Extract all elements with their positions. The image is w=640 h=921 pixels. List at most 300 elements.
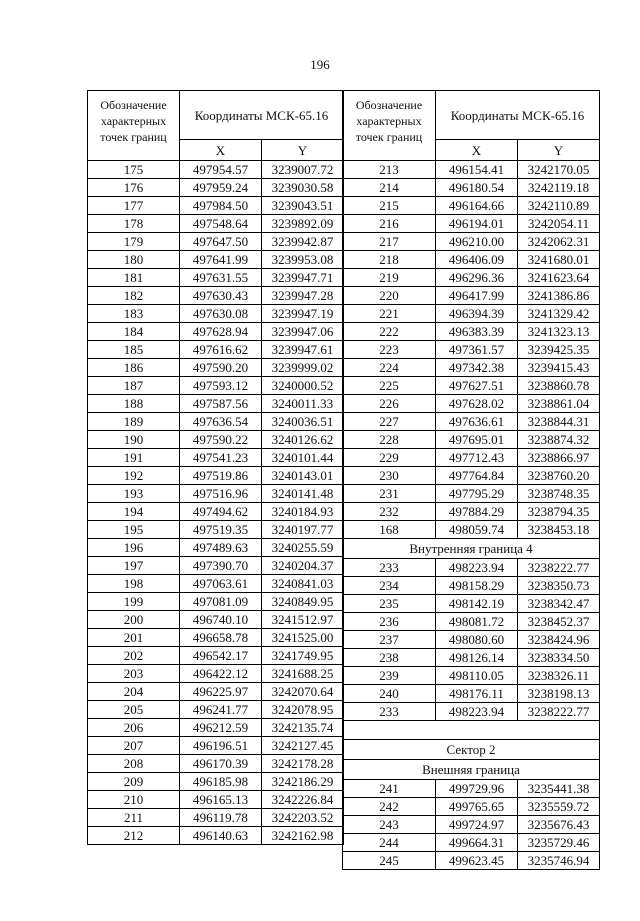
table-row <box>343 577 600 595</box>
table-row <box>343 179 600 197</box>
table-row <box>88 665 344 683</box>
table-row <box>343 613 600 631</box>
point-id-cell: 213 <box>343 161 436 179</box>
table-row <box>343 485 600 503</box>
point-id-cell: 244 <box>343 834 436 852</box>
point-id-cell: 241 <box>343 780 436 798</box>
point-id-cell: 236 <box>343 613 436 631</box>
table-row <box>343 431 600 449</box>
x-coordinate-cell: 498142.19 <box>436 595 518 613</box>
point-id-cell: 233 <box>343 703 436 721</box>
y-coordinate-cell: 3241688.25 <box>262 665 344 683</box>
x-coordinate-cell: 497764.84 <box>436 467 518 485</box>
y-coordinate-cell: 3240841.03 <box>262 575 344 593</box>
y-coordinate-cell: 3238760.20 <box>518 467 600 485</box>
x-coordinate-cell: 498059.74 <box>436 521 518 539</box>
table-row <box>88 773 344 791</box>
section-row <box>343 740 600 760</box>
y-coordinate-cell: 3235559.72 <box>518 798 600 816</box>
table-row <box>343 559 600 577</box>
y-coordinate-cell: 3239947.06 <box>262 323 344 341</box>
y-coordinate-cell: 3239892.09 <box>262 215 344 233</box>
table-row <box>88 539 344 557</box>
section-inner-boundary: Внутренняя граница 4 <box>343 539 600 559</box>
coordinates-header: Координаты МСК-65.16 <box>436 91 600 140</box>
x-coordinate-cell: 496225.97 <box>180 683 262 701</box>
point-id-cell: 175 <box>88 161 180 179</box>
x-coordinate-cell: 496394.39 <box>436 305 518 323</box>
section-row <box>343 760 600 780</box>
point-id-cell: 192 <box>88 467 180 485</box>
table-row <box>343 816 600 834</box>
table-row <box>343 449 600 467</box>
y-coordinate-cell: 3239947.28 <box>262 287 344 305</box>
y-coordinate-cell: 3242226.84 <box>262 791 344 809</box>
x-coordinate-cell: 496196.51 <box>180 737 262 755</box>
y-coordinate-cell: 3240255.59 <box>262 539 344 557</box>
y-coordinate-cell: 3241749.95 <box>262 647 344 665</box>
section-sector: Сектор 2 <box>343 740 600 760</box>
point-id-cell: 233 <box>343 559 436 577</box>
x-coordinate-cell: 497616.62 <box>180 341 262 359</box>
table-row <box>343 215 600 233</box>
point-id-cell: 200 <box>88 611 180 629</box>
x-coordinate-cell: 497984.50 <box>180 197 262 215</box>
table-row <box>343 703 600 721</box>
y-coordinate-cell: 3241323.13 <box>518 323 600 341</box>
x-coordinate-cell: 496140.63 <box>180 827 262 845</box>
point-id-cell: 210 <box>88 791 180 809</box>
point-id-cell: 223 <box>343 341 436 359</box>
y-coordinate-cell: 3239942.87 <box>262 233 344 251</box>
y-coordinate-cell: 3242135.74 <box>262 719 344 737</box>
point-id-cell: 197 <box>88 557 180 575</box>
y-coordinate-cell: 3242170.05 <box>518 161 600 179</box>
y-coordinate-cell: 3240204.37 <box>262 557 344 575</box>
x-coordinate-cell: 497548.64 <box>180 215 262 233</box>
x-coordinate-cell: 496241.77 <box>180 701 262 719</box>
table-row <box>88 359 344 377</box>
y-coordinate-cell: 3238866.97 <box>518 449 600 467</box>
y-coordinate-cell: 3242078.95 <box>262 701 344 719</box>
x-coordinate-cell: 496740.10 <box>180 611 262 629</box>
table-row <box>88 341 344 359</box>
y-coordinate-cell: 3242127.45 <box>262 737 344 755</box>
point-id-cell: 243 <box>343 816 436 834</box>
y-coordinate-cell: 3238860.78 <box>518 377 600 395</box>
y-coordinate-cell: 3238844.31 <box>518 413 600 431</box>
point-id-cell: 196 <box>88 539 180 557</box>
point-id-cell: 239 <box>343 667 436 685</box>
y-coordinate-cell: 3240101.44 <box>262 449 344 467</box>
x-coordinate-cell: 497361.57 <box>436 341 518 359</box>
y-coordinate-cell: 3238198.13 <box>518 685 600 703</box>
table-row <box>343 834 600 852</box>
y-coordinate-cell: 3241329.42 <box>518 305 600 323</box>
x-coordinate-cell: 499623.45 <box>436 852 518 870</box>
table-row <box>88 305 344 323</box>
table-row <box>88 791 344 809</box>
table-row <box>88 179 344 197</box>
x-coordinate-cell: 498126.14 <box>436 649 518 667</box>
section-row <box>343 721 600 740</box>
x-coordinate-cell: 497628.94 <box>180 323 262 341</box>
point-id-cell: 178 <box>88 215 180 233</box>
x-coordinate-cell: 499765.65 <box>436 798 518 816</box>
x-coordinate-cell: 496417.99 <box>436 287 518 305</box>
y-coordinate-cell: 3239425.35 <box>518 341 600 359</box>
x-coordinate-cell: 496422.12 <box>180 665 262 683</box>
y-coordinate-cell: 3239007.72 <box>262 161 344 179</box>
x-coordinate-cell: 496164.66 <box>436 197 518 215</box>
table-row <box>88 395 344 413</box>
y-coordinate-cell: 3239030.58 <box>262 179 344 197</box>
point-id-cell: 191 <box>88 449 180 467</box>
point-id-cell: 194 <box>88 503 180 521</box>
table-row <box>343 395 600 413</box>
table-row <box>88 197 344 215</box>
point-id-cell: 209 <box>88 773 180 791</box>
x-coordinate-cell: 498080.60 <box>436 631 518 649</box>
y-coordinate-cell: 3239953.08 <box>262 251 344 269</box>
table-row <box>343 595 600 613</box>
point-id-cell: 221 <box>343 305 436 323</box>
point-id-cell: 230 <box>343 467 436 485</box>
header-row <box>88 91 344 140</box>
x-coordinate-cell: 496210.00 <box>436 233 518 251</box>
point-id-cell: 232 <box>343 503 436 521</box>
point-id-cell: 190 <box>88 431 180 449</box>
point-id-cell: 199 <box>88 593 180 611</box>
point-id-cell: 212 <box>88 827 180 845</box>
x-coordinate-cell: 497516.96 <box>180 485 262 503</box>
y-coordinate-cell: 3239947.71 <box>262 269 344 287</box>
y-coordinate-cell: 3238794.35 <box>518 503 600 521</box>
table-row <box>343 780 600 798</box>
coordinates-header: Координаты МСК-65.16 <box>180 91 344 140</box>
point-id-cell: 180 <box>88 251 180 269</box>
y-coordinate-cell: 3242054.11 <box>518 215 600 233</box>
point-id-cell: 224 <box>343 359 436 377</box>
table-row <box>88 575 344 593</box>
table-row <box>88 719 344 737</box>
x-coordinate-cell: 497795.29 <box>436 485 518 503</box>
section-outer-boundary: Внешняя граница <box>343 760 600 780</box>
table-row <box>88 413 344 431</box>
point-id-cell: 203 <box>88 665 180 683</box>
x-coordinate-cell: 496658.78 <box>180 629 262 647</box>
table-row <box>88 827 344 845</box>
table-row <box>88 251 344 269</box>
y-coordinate-cell: 3238424.96 <box>518 631 600 649</box>
y-coordinate-cell: 3240197.77 <box>262 521 344 539</box>
table-row <box>88 467 344 485</box>
point-id-cell: 205 <box>88 701 180 719</box>
coordinates-table-left <box>87 90 344 845</box>
table-row <box>88 377 344 395</box>
point-id-cell: 176 <box>88 179 180 197</box>
point-id-cell: 231 <box>343 485 436 503</box>
table-row <box>88 287 344 305</box>
header-row <box>343 91 600 140</box>
y-coordinate-cell: 3241512.97 <box>262 611 344 629</box>
table-row <box>88 611 344 629</box>
point-id-cell: 182 <box>88 287 180 305</box>
table-row <box>88 755 344 773</box>
x-coordinate-cell: 497641.99 <box>180 251 262 269</box>
y-coordinate-cell: 3238748.35 <box>518 485 600 503</box>
x-coordinate-cell: 497628.02 <box>436 395 518 413</box>
y-header: Y <box>262 140 344 161</box>
point-id-cell: 183 <box>88 305 180 323</box>
point-id-cell: 242 <box>343 798 436 816</box>
y-coordinate-cell: 3241623.64 <box>518 269 600 287</box>
table-row <box>88 431 344 449</box>
table-row <box>88 683 344 701</box>
point-id-cell: 216 <box>343 215 436 233</box>
designation-header: Обозначение характерных точек границ <box>343 91 436 161</box>
x-coordinate-cell: 497063.61 <box>180 575 262 593</box>
y-coordinate-cell: 3238861.04 <box>518 395 600 413</box>
designation-header: Обозначение характерных точек границ <box>88 91 180 161</box>
point-id-cell: 222 <box>343 323 436 341</box>
x-coordinate-cell: 497631.55 <box>180 269 262 287</box>
point-id-cell: 245 <box>343 852 436 870</box>
x-coordinate-cell: 497636.54 <box>180 413 262 431</box>
x-coordinate-cell: 497712.43 <box>436 449 518 467</box>
x-coordinate-cell: 498158.29 <box>436 577 518 595</box>
point-id-cell: 195 <box>88 521 180 539</box>
x-coordinate-cell: 497494.62 <box>180 503 262 521</box>
x-coordinate-cell: 497593.12 <box>180 377 262 395</box>
table-row <box>88 701 344 719</box>
y-coordinate-cell: 3240141.48 <box>262 485 344 503</box>
table-row <box>343 161 600 179</box>
x-coordinate-cell: 496212.59 <box>180 719 262 737</box>
table-row <box>343 323 600 341</box>
table-row <box>343 341 600 359</box>
x-coordinate-cell: 496383.39 <box>436 323 518 341</box>
x-coordinate-cell: 499724.97 <box>436 816 518 834</box>
y-coordinate-cell: 3239043.51 <box>262 197 344 215</box>
point-id-cell: 211 <box>88 809 180 827</box>
page-number: 196 <box>310 57 330 72</box>
point-id-cell: 226 <box>343 395 436 413</box>
x-coordinate-cell: 497630.08 <box>180 305 262 323</box>
y-coordinate-cell: 3235676.43 <box>518 816 600 834</box>
x-coordinate-cell: 497954.57 <box>180 161 262 179</box>
point-id-cell: 204 <box>88 683 180 701</box>
x-coordinate-cell: 497884.29 <box>436 503 518 521</box>
point-id-cell: 235 <box>343 595 436 613</box>
point-id-cell: 189 <box>88 413 180 431</box>
table-row <box>343 467 600 485</box>
table-row <box>88 449 344 467</box>
table-row <box>88 485 344 503</box>
x-coordinate-cell: 496170.39 <box>180 755 262 773</box>
table-row <box>88 233 344 251</box>
x-coordinate-cell: 498081.72 <box>436 613 518 631</box>
y-coordinate-cell: 3242062.31 <box>518 233 600 251</box>
y-coordinate-cell: 3241525.00 <box>262 629 344 647</box>
table-row <box>343 798 600 816</box>
x-coordinate-cell: 497590.20 <box>180 359 262 377</box>
table-row <box>88 647 344 665</box>
y-coordinate-cell: 3242070.64 <box>262 683 344 701</box>
table-row <box>343 667 600 685</box>
x-coordinate-cell: 496185.98 <box>180 773 262 791</box>
y-coordinate-cell: 3235746.94 <box>518 852 600 870</box>
table-row <box>343 521 600 539</box>
x-coordinate-cell: 499729.96 <box>436 780 518 798</box>
point-id-cell: 234 <box>343 577 436 595</box>
table-row <box>88 503 344 521</box>
x-coordinate-cell: 497519.86 <box>180 467 262 485</box>
y-coordinate-cell: 3238342.47 <box>518 595 600 613</box>
table-row <box>343 413 600 431</box>
point-id-cell: 181 <box>88 269 180 287</box>
table-row <box>343 359 600 377</box>
x-coordinate-cell: 497489.63 <box>180 539 262 557</box>
x-coordinate-cell: 497627.51 <box>436 377 518 395</box>
table-row <box>343 197 600 215</box>
table-row <box>343 305 600 323</box>
point-id-cell: 208 <box>88 755 180 773</box>
x-coordinate-cell: 496194.01 <box>436 215 518 233</box>
table-row <box>88 521 344 539</box>
point-id-cell: 187 <box>88 377 180 395</box>
x-coordinate-cell: 499664.31 <box>436 834 518 852</box>
x-coordinate-cell: 497695.01 <box>436 431 518 449</box>
y-coordinate-cell: 3241386.86 <box>518 287 600 305</box>
x-coordinate-cell: 497959.24 <box>180 179 262 197</box>
table-row <box>343 233 600 251</box>
point-id-cell: 218 <box>343 251 436 269</box>
y-coordinate-cell: 3238334.50 <box>518 649 600 667</box>
x-coordinate-cell: 497081.09 <box>180 593 262 611</box>
y-coordinate-cell: 3240126.62 <box>262 431 344 449</box>
point-id-cell: 179 <box>88 233 180 251</box>
point-id-cell: 185 <box>88 341 180 359</box>
y-coordinate-cell: 3238326.11 <box>518 667 600 685</box>
y-coordinate-cell: 3238350.73 <box>518 577 600 595</box>
y-coordinate-cell: 3235441.38 <box>518 780 600 798</box>
y-coordinate-cell: 3239947.61 <box>262 341 344 359</box>
y-coordinate-cell: 3241680.01 <box>518 251 600 269</box>
y-coordinate-cell: 3242178.28 <box>262 755 344 773</box>
y-coordinate-cell: 3242119.18 <box>518 179 600 197</box>
x-coordinate-cell: 497390.70 <box>180 557 262 575</box>
y-coordinate-cell: 3238874.32 <box>518 431 600 449</box>
y-coordinate-cell: 3242186.29 <box>262 773 344 791</box>
x-coordinate-cell: 497590.22 <box>180 431 262 449</box>
point-id-cell: 184 <box>88 323 180 341</box>
point-id-cell: 237 <box>343 631 436 649</box>
point-id-cell: 206 <box>88 719 180 737</box>
y-coordinate-cell: 3239415.43 <box>518 359 600 377</box>
table-row <box>343 852 600 870</box>
point-id-cell: 177 <box>88 197 180 215</box>
table-row <box>88 323 344 341</box>
table-row <box>88 737 344 755</box>
x-coordinate-cell: 496406.09 <box>436 251 518 269</box>
point-id-cell: 225 <box>343 377 436 395</box>
point-id-cell: 240 <box>343 685 436 703</box>
y-coordinate-cell: 3240849.95 <box>262 593 344 611</box>
point-id-cell: 201 <box>88 629 180 647</box>
point-id-cell: 219 <box>343 269 436 287</box>
y-coordinate-cell: 3240184.93 <box>262 503 344 521</box>
x-coordinate-cell: 497647.50 <box>180 233 262 251</box>
x-coordinate-cell: 496119.78 <box>180 809 262 827</box>
y-coordinate-cell: 3239999.02 <box>262 359 344 377</box>
x-coordinate-cell: 497636.61 <box>436 413 518 431</box>
point-id-cell: 228 <box>343 431 436 449</box>
y-coordinate-cell: 3240011.33 <box>262 395 344 413</box>
y-coordinate-cell: 3242110.89 <box>518 197 600 215</box>
x-coordinate-cell: 497519.35 <box>180 521 262 539</box>
table-row <box>343 269 600 287</box>
x-coordinate-cell: 497587.56 <box>180 395 262 413</box>
point-id-cell: 198 <box>88 575 180 593</box>
y-coordinate-cell: 3240036.51 <box>262 413 344 431</box>
x-coordinate-cell: 497630.43 <box>180 287 262 305</box>
point-id-cell: 238 <box>343 649 436 667</box>
x-coordinate-cell: 498110.05 <box>436 667 518 685</box>
table-row <box>88 809 344 827</box>
x-coordinate-cell: 498176.11 <box>436 685 518 703</box>
x-coordinate-cell: 496542.17 <box>180 647 262 665</box>
point-id-cell: 207 <box>88 737 180 755</box>
x-header: X <box>180 140 262 161</box>
table-row <box>343 503 600 521</box>
empty-row <box>343 721 600 740</box>
table-row <box>343 251 600 269</box>
table-row <box>88 269 344 287</box>
table-row <box>343 287 600 305</box>
x-coordinate-cell: 497541.23 <box>180 449 262 467</box>
table-row <box>343 649 600 667</box>
table-row <box>343 377 600 395</box>
point-id-cell: 168 <box>343 521 436 539</box>
y-coordinate-cell: 3238222.77 <box>518 559 600 577</box>
table-row <box>88 629 344 647</box>
x-coordinate-cell: 498223.94 <box>436 703 518 721</box>
y-coordinate-cell: 3242162.98 <box>262 827 344 845</box>
point-id-cell: 215 <box>343 197 436 215</box>
y-coordinate-cell: 3238452.37 <box>518 613 600 631</box>
x-header: X <box>436 140 518 161</box>
x-coordinate-cell: 496296.36 <box>436 269 518 287</box>
point-id-cell: 229 <box>343 449 436 467</box>
table-row <box>343 685 600 703</box>
point-id-cell: 217 <box>343 233 436 251</box>
y-coordinate-cell: 3239947.19 <box>262 305 344 323</box>
point-id-cell: 193 <box>88 485 180 503</box>
y-coordinate-cell: 3235729.46 <box>518 834 600 852</box>
x-coordinate-cell: 498223.94 <box>436 559 518 577</box>
x-coordinate-cell: 497342.38 <box>436 359 518 377</box>
y-coordinate-cell: 3238453.18 <box>518 521 600 539</box>
x-coordinate-cell: 496165.13 <box>180 791 262 809</box>
point-id-cell: 227 <box>343 413 436 431</box>
y-coordinate-cell: 3238222.77 <box>518 703 600 721</box>
x-coordinate-cell: 496154.41 <box>436 161 518 179</box>
table-row <box>343 631 600 649</box>
table-row <box>88 593 344 611</box>
point-id-cell: 186 <box>88 359 180 377</box>
section-row <box>343 539 600 559</box>
